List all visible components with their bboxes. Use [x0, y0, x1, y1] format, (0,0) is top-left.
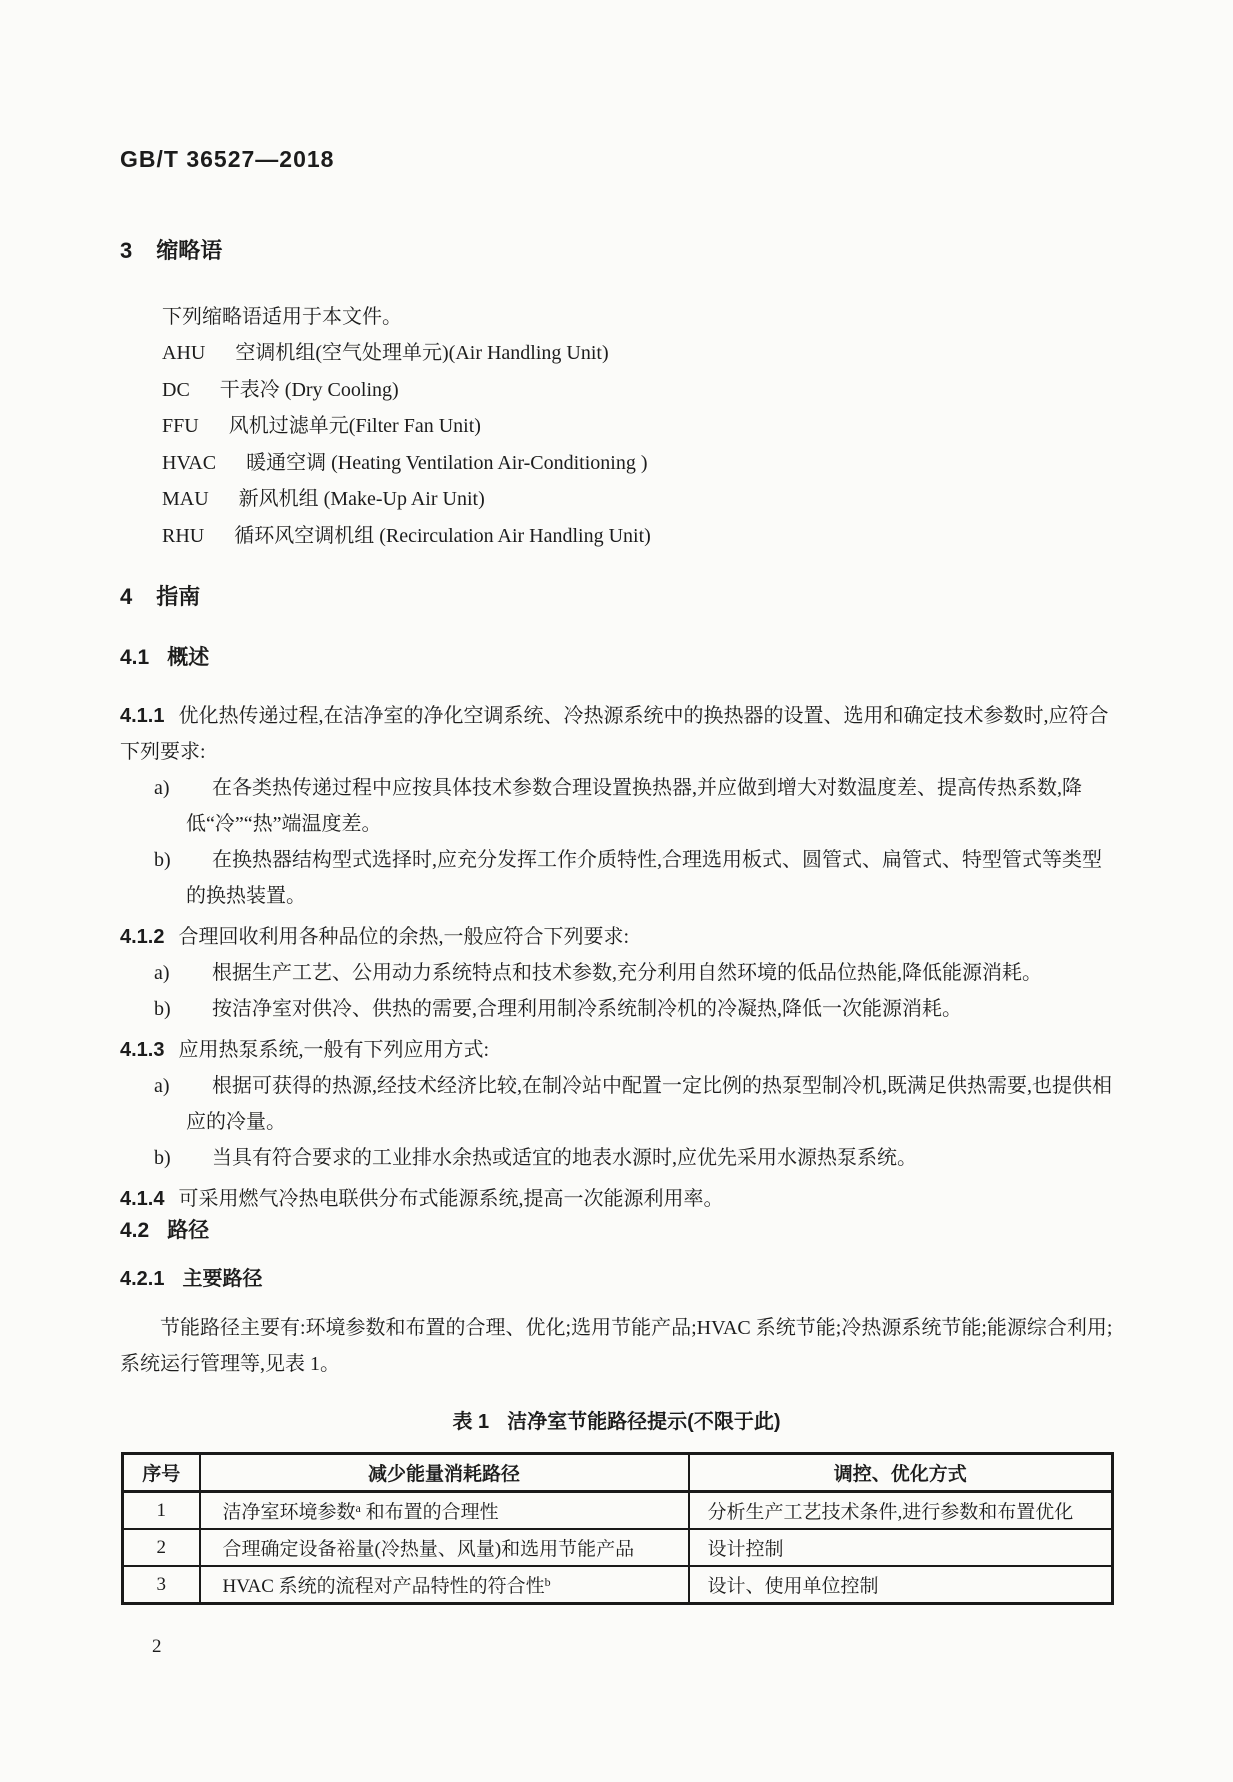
list-item	[162, 518, 1113, 555]
clauses-body	[120, 698, 1118, 1217]
item-label: b)	[154, 1147, 171, 1169]
clause-4-1-2	[120, 919, 1118, 955]
item-text: 按洁净室对供冷、供热的需要,合理利用制冷系统制冷机的冷凝热,降低一次能源消耗。	[212, 998, 962, 1020]
item-text: 在各类热传递过程中应按具体技术参数合理设置换热器,并应做到增大对数温度差、提高传热系数,降低“冷”“热”端温度差。	[186, 777, 1082, 835]
cell-path	[200, 1492, 689, 1530]
abbr-definition: 干表冷 (Dry Cooling)	[219, 378, 399, 401]
abbreviations-intro: 下列缩略语适用于本文件。	[162, 306, 402, 328]
section-title: 主要路径	[182, 1268, 263, 1290]
abbreviation-list	[162, 335, 1113, 555]
cell-index: 1	[123, 1492, 200, 1530]
cell-control: 设计、使用单位控制	[689, 1566, 1113, 1604]
list-item	[162, 408, 1113, 445]
footnote-mark: a	[355, 1501, 361, 1515]
col-header-path: 减少能量消耗路径	[200, 1454, 689, 1492]
cell-text: HVAC 系统的流程对产品特性的符合性	[222, 1576, 545, 1597]
section-4-1-heading	[120, 641, 209, 671]
table-caption-title: 洁净室节能路径提示(不限于此)	[507, 1411, 781, 1433]
cell-path	[200, 1529, 689, 1566]
page-number: 2	[152, 1636, 162, 1657]
abbr-definition: 暖通空调 (Heating Ventilation Air-Conditioning )	[246, 451, 648, 474]
list-item	[162, 445, 1113, 482]
clause-text: 优化热传递过程,在洁净室的净化空调系统、冷热源系统中的换热器的设置、选用和确定技术参数时,应符合下列要求:	[120, 705, 1109, 763]
table-caption-label: 表 1	[452, 1411, 490, 1433]
energy-paths-table	[121, 1452, 1114, 1605]
cell-text: 和布置的合理性	[360, 1502, 499, 1523]
list-item-a	[120, 1068, 1118, 1140]
section-number: 4	[120, 584, 133, 609]
section-title: 指南	[156, 584, 201, 609]
abbr-code: HVAC	[162, 451, 217, 474]
section-number: 4.2	[120, 1219, 150, 1242]
cell-control: 分析生产工艺技术条件,进行参数和布置优化	[689, 1492, 1113, 1530]
cell-index: 2	[123, 1529, 200, 1566]
item-text: 在换热器结构型式选择时,应充分发挥工作介质特性,合理选用板式、圆管式、扁管式、特型管式等类型的换热装置。	[186, 849, 1102, 907]
item-text: 根据可获得的热源,经技术经济比较,在制冷站中配置一定比例的热泵型制冷机,既满足供热需要,也提供相应的冷量。	[186, 1075, 1112, 1133]
abbr-code: RHU	[162, 524, 205, 547]
list-item-a	[120, 770, 1118, 842]
list-item-b	[120, 1140, 1118, 1176]
item-text: 根据生产工艺、公用动力系统特点和技术参数,充分利用自然环境的低品位热能,降低能源消耗。	[212, 962, 1042, 984]
table-caption	[0, 1405, 1233, 1434]
list-item-b	[120, 991, 1118, 1027]
section-4-2-heading	[120, 1214, 209, 1244]
clause-4-1-3	[120, 1032, 1118, 1068]
section-3-heading	[120, 234, 222, 265]
cell-path	[200, 1566, 689, 1604]
abbr-definition: 空调机组(空气处理单元)(Air Handling Unit)	[235, 342, 609, 364]
clause-text: 可采用燃气冷热电联供分布式能源系统,提高一次能源利用率。	[178, 1188, 724, 1210]
item-label: a)	[154, 962, 170, 984]
clause-number: 4.1.1	[120, 705, 165, 727]
standard-number: GB/T 36527—2018	[120, 146, 335, 172]
item-label: b)	[154, 849, 171, 871]
section-4-2-1-heading	[120, 1262, 262, 1291]
paragraph: 节能路径主要有:环境参数和布置的合理、优化;选用节能产品;HVAC 系统节能;冷热源系统节能;能源综合利用;系统运行管理等,见表 1。	[120, 1317, 1113, 1375]
footnote-mark: b	[544, 1575, 551, 1589]
table-row	[123, 1566, 1113, 1604]
cell-control: 设计控制	[689, 1529, 1113, 1566]
col-header-control: 调控、优化方式	[689, 1454, 1113, 1492]
clause-number: 4.1.2	[120, 926, 165, 948]
list-item	[162, 481, 1113, 518]
table-header-row	[123, 1454, 1113, 1492]
section-number: 4.1	[120, 646, 150, 669]
section-title: 缩略语	[156, 238, 223, 263]
item-label: a)	[154, 777, 170, 799]
item-label: b)	[154, 998, 171, 1020]
table-1	[121, 1452, 1114, 1605]
table-row	[123, 1529, 1113, 1566]
abbr-code: AHU	[162, 342, 206, 364]
clause-number: 4.1.3	[120, 1039, 165, 1061]
list-item-a	[120, 955, 1118, 991]
clause-number: 4.1.4	[120, 1188, 165, 1210]
clause-text: 应用热泵系统,一般有下列应用方式:	[178, 1039, 490, 1061]
abbr-code: MAU	[162, 488, 209, 511]
abbr-definition: 循环风空调机组 (Recirculation Air Handling Unit)	[234, 524, 651, 547]
cell-text: 合理确定设备裕量(冷热量、风量)和选用节能产品	[222, 1539, 635, 1560]
col-header-index: 序号	[123, 1454, 200, 1492]
item-text: 当具有符合要求的工业排水余热或适宜的地表水源时,应优先采用水源热泵系统。	[212, 1147, 917, 1169]
section-title: 路径	[167, 1219, 210, 1242]
clause-4-1-1	[120, 698, 1118, 770]
table-row	[123, 1492, 1113, 1530]
cell-index: 3	[123, 1566, 200, 1604]
list-item	[162, 335, 1113, 372]
section-number: 3	[120, 238, 133, 263]
clause-text: 合理回收利用各种品位的余热,一般应符合下列要求:	[178, 926, 630, 948]
list-item-b	[120, 842, 1118, 914]
cell-text: 洁净室环境参数	[222, 1502, 356, 1523]
item-label: a)	[154, 1075, 170, 1097]
clause-4-1-4	[120, 1181, 1118, 1217]
abbr-definition: 新风机组 (Make-Up Air Unit)	[238, 488, 485, 511]
list-item	[162, 372, 1113, 409]
abbr-code: FFU	[162, 415, 199, 438]
abbr-definition: 风机过滤单元(Filter Fan Unit)	[228, 415, 481, 438]
section-number: 4.2.1	[120, 1268, 165, 1290]
section-title: 概述	[167, 646, 210, 669]
section-4-heading	[120, 580, 200, 611]
abbr-code: DC	[162, 378, 190, 401]
